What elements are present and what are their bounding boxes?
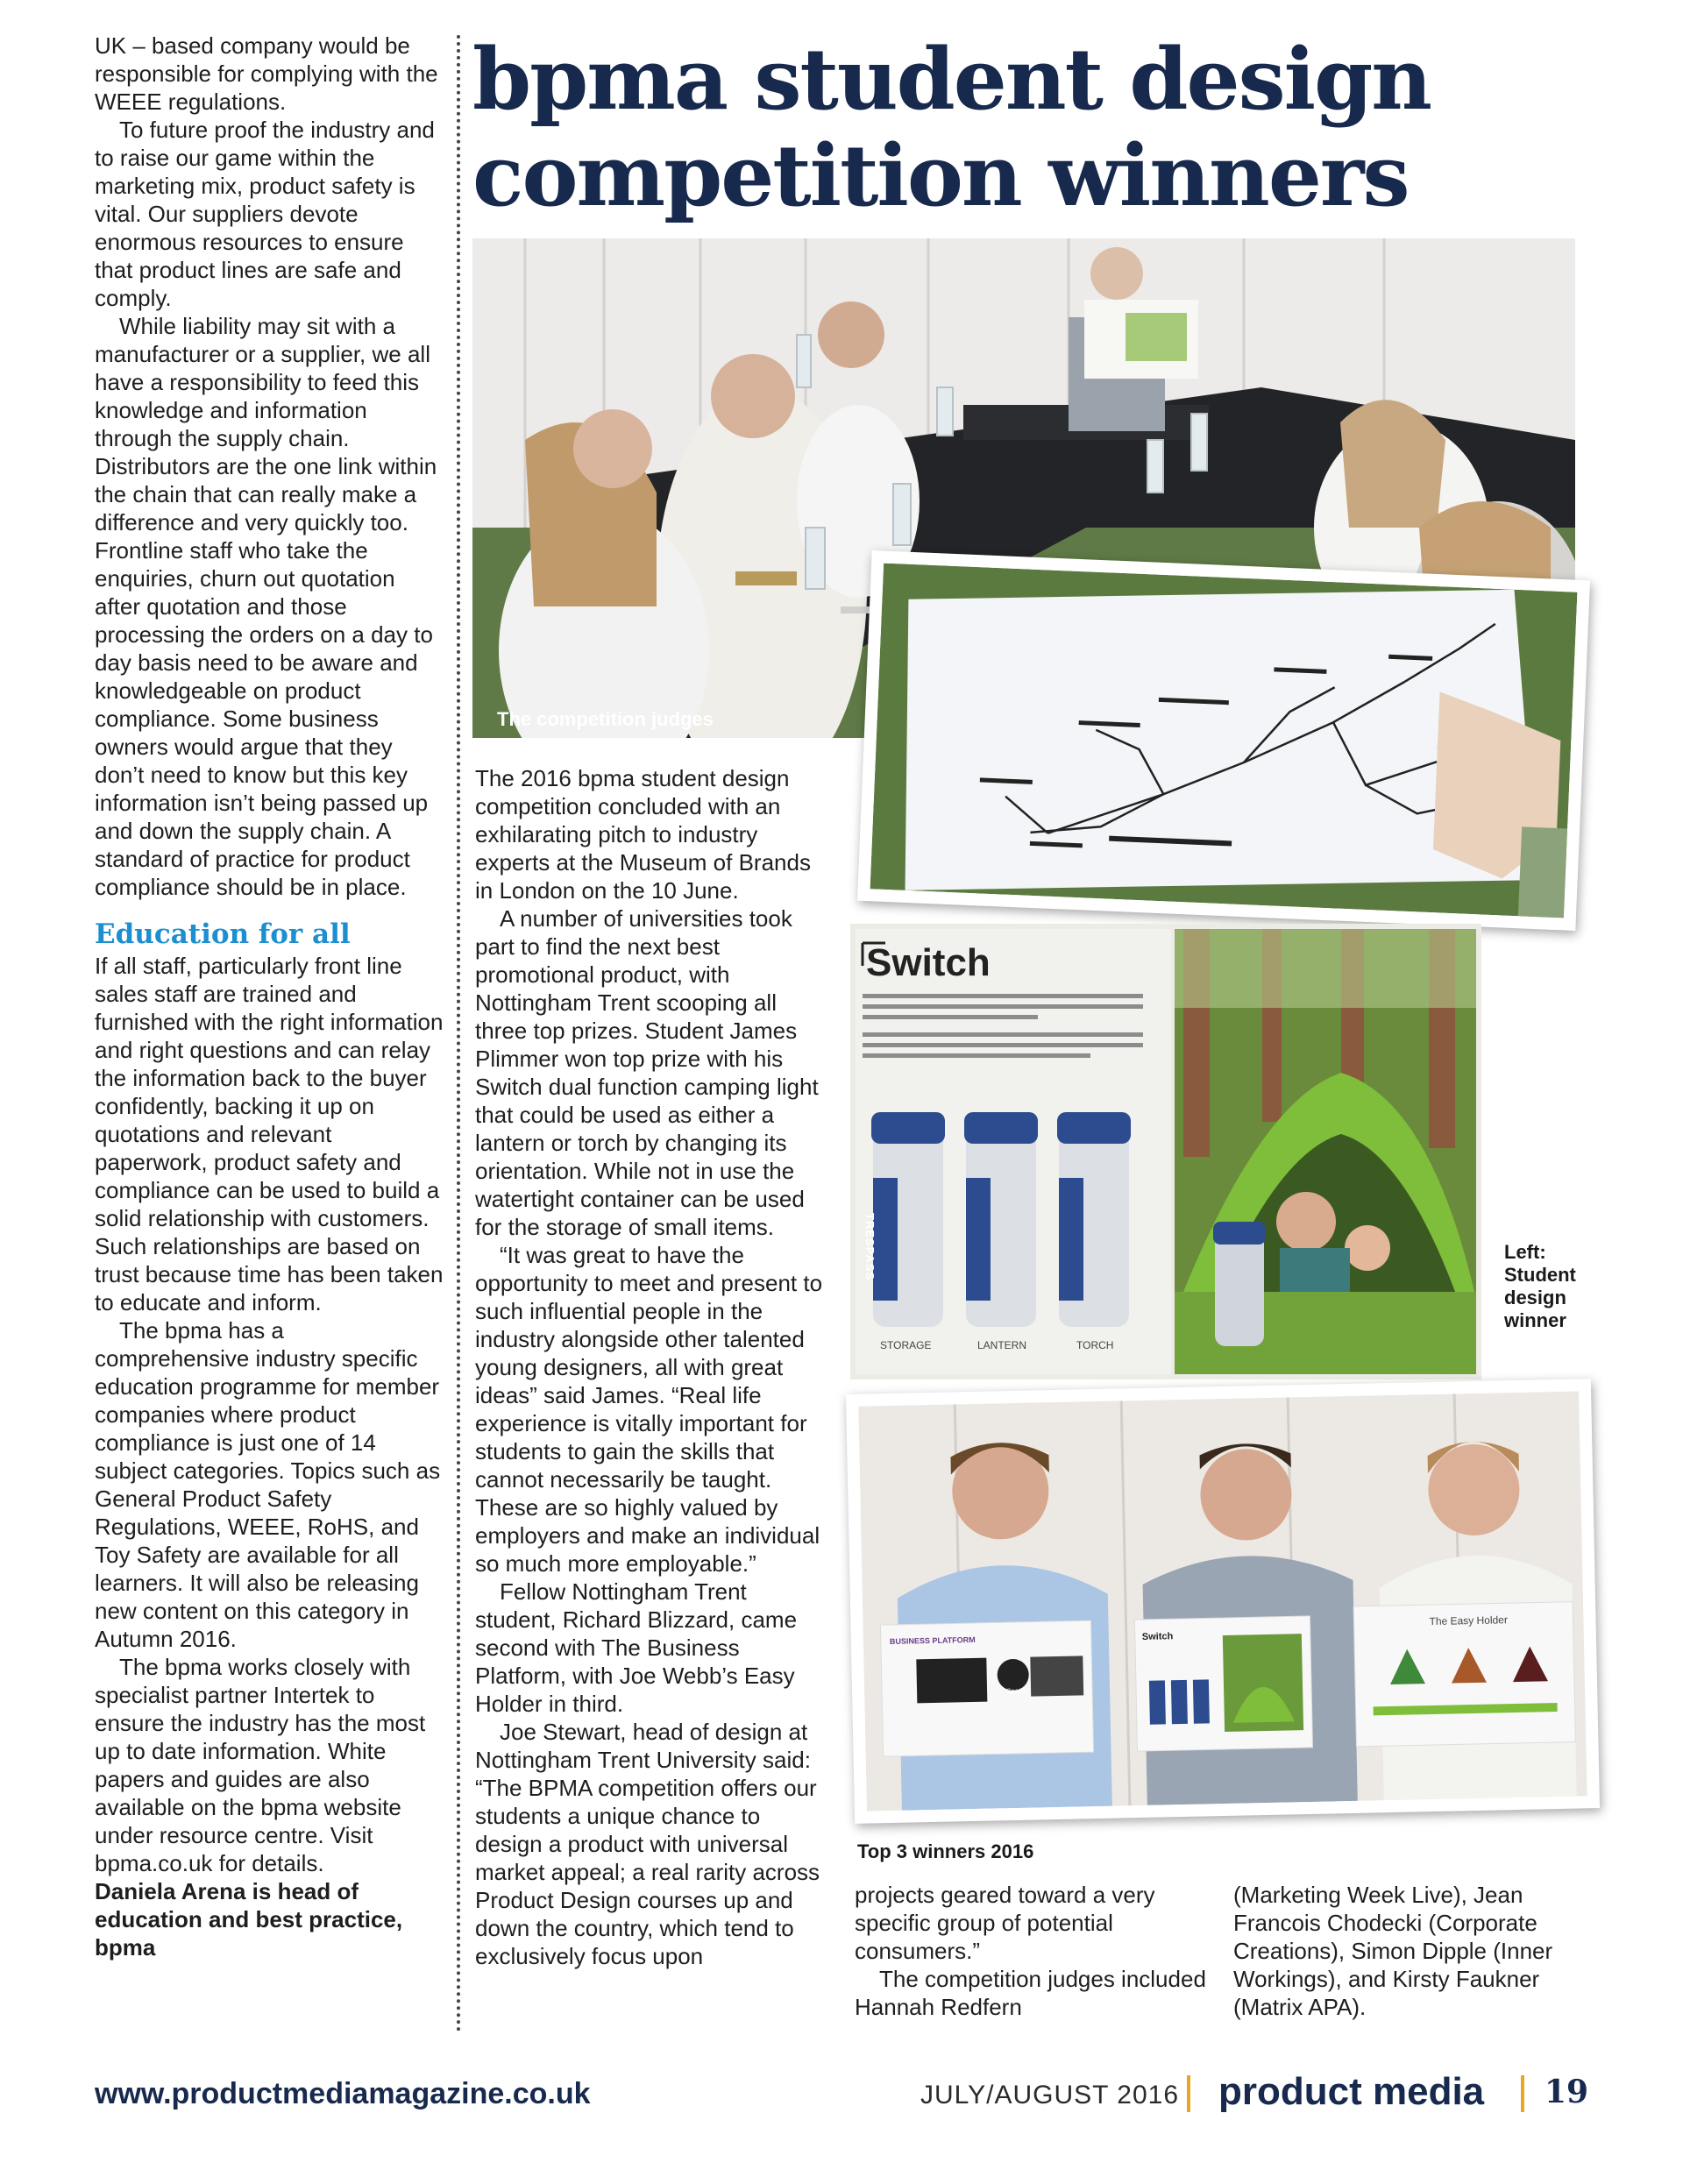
winners-photo-frame — [846, 1379, 1600, 1824]
author-byline: Daniela Arena is head of education and best practice, bpma — [95, 1878, 403, 1961]
board2-title: Switch — [1141, 1631, 1174, 1642]
column-3 — [855, 1881, 1214, 2021]
poster-title: Switch — [866, 941, 991, 984]
footer-divider-1 — [1187, 2075, 1190, 2112]
board1-title: BUSINESS PLATFORM — [889, 1634, 976, 1646]
page-number: 19 — [1545, 2074, 1589, 2110]
col2-paragraph-5: Joe Stewart, head of design at Nottingham Trent University said: “The BPMA competition offers our students a unique chance to design a product with universal market appeal; a real rarity across Product Design courses up and down the country, which tend to exclusively focus upon — [475, 1719, 820, 1969]
col1-paragraph-3: While liability may sit with a manufacturer or a supplier, we all have a responsibility to feed this knowledge and information through the supply chain. Distributors are the one link within the chain that can really make a difference and very quickly too. Frontline staff who take the enquiries, churn out quotation after quotation and those processing the orders on a day to day basis need to be aware and knowledgeable on product compliance. Some business owners would argue that they don’t need to know but this key information isn’t being passed up and down the supply chain. A standard of practice for product compliance should be in place. — [95, 313, 437, 900]
footer-issue-date: JULY/AUGUST 2016 — [920, 2081, 1180, 2110]
caption-judges: The competition judges — [497, 708, 714, 730]
poster-brand-text: TRESPASS — [863, 1213, 877, 1281]
footer-website-link[interactable]: www.productmediamagazine.co.uk — [95, 2077, 591, 2110]
caption-left-winner: Left: Student design winner — [1504, 1241, 1576, 1331]
col1-paragraph-1: UK – based company would be responsible for complying with the WEEE regulations. — [95, 32, 438, 115]
poster-label-storage: STORAGE — [880, 1339, 932, 1351]
footer-divider-2 — [1521, 2075, 1524, 2112]
page-headline — [472, 32, 1638, 224]
mind-map-illustration — [870, 564, 1578, 918]
col2-paragraph-4: Fellow Nottingham Trent student, Richard Blizzard, came second with The Business Platform, with Joe Webb’s Easy Holder in third. — [475, 1578, 798, 1717]
col4-paragraph-1: (Marketing Week Live), Jean Francois Chodecki (Corporate Creations), Simon Dipple (Inner Workings), and Kirsty Faukner (Matrix APA). — [1233, 1882, 1553, 2020]
switch-poster-illustration — [850, 924, 1481, 1379]
mind-map-photo-frame — [857, 550, 1590, 931]
col1-paragraph-2: To future proof the industry and to raise our game within the marketing mix, product safety is vital. Our suppliers devote enormous resources to ensure that product lines are safe and comply. — [95, 117, 435, 311]
board1-spotify-text: Spotify — [1006, 1686, 1028, 1696]
footer-brand: product media — [1218, 2070, 1485, 2113]
caption-top-3: Top 3 winners 2016 — [857, 1840, 1034, 1862]
col2-paragraph-2: A number of universities took part to find the next best promotional product, with Nottingham Trent scooping all three top prizes. Student James Plimmer won top prize with his Switch dual function camping light that could be used as either a lantern or torch by changing its orientation. While not in use the watertight container can be used for the storage of small items. — [475, 905, 819, 1240]
headline-line-2: competition winners — [472, 126, 1409, 225]
col3-paragraph-2: The competition judges included Hannah Redfern — [855, 1966, 1206, 2020]
col1-paragraph-4: If all staff, particularly front line sales staff are trained and furnished with the right information and right questions and can relay the information back to the buyer confidently, backing it up on quotations and relevant paperwork, product safety and compliance can be used to build a solid relationship with customers. Such relationships are based on trust because time has been taken to educate and inform. — [95, 953, 444, 1315]
section-heading-education: Education for all — [95, 918, 351, 950]
poster-label-torch: TORCH — [1076, 1339, 1114, 1351]
col2-paragraph-3: “It was great to have the opportunity to meet and present to such influential people in the industry alongside other talented young designers, all with great ideas” said James. “Real life experience is vitally important for students to gain the skills that cannot necessarily be taught. These are so highly valued by employers and make an individual so much more employable.” — [475, 1242, 823, 1577]
column-4 — [1233, 1881, 1593, 2021]
switch-poster-photo — [850, 924, 1481, 1379]
col1-paragraph-5: The bpma has a comprehensive industry specific education programme for member companies where product compliance is just one of 14 subject categories. Topics such as General Product Safety Regulations, WEEE, RoHS, and Toy Safety are available for all learners. It will also be releasing new content on this category in Autumn 2016. — [95, 1317, 441, 1652]
poster-label-lantern: LANTERN — [977, 1339, 1027, 1351]
headline-line-1: bpma student design — [472, 30, 1431, 129]
winners-illustration — [858, 1391, 1587, 1811]
board3-title: The Easy Holder — [1429, 1613, 1509, 1628]
column-divider — [457, 35, 460, 2033]
col1-paragraph-6: The bpma works closely with specialist partner Intertek to ensure the industry has the most up to date information. White papers and guides are also available on the bpma website under resource centre. Visit bpma.co.uk for details. — [95, 1654, 426, 1876]
column-2 — [475, 764, 826, 1970]
col2-paragraph-1: The 2016 bpma student design competition concluded with an exhilarating pitch to industry experts at the Museum of Brands in London on the 10 June. — [475, 765, 811, 904]
column-1 — [95, 32, 444, 1961]
col3-paragraph-1: projects geared toward a very specific group of potential consumers.” — [855, 1882, 1155, 1964]
